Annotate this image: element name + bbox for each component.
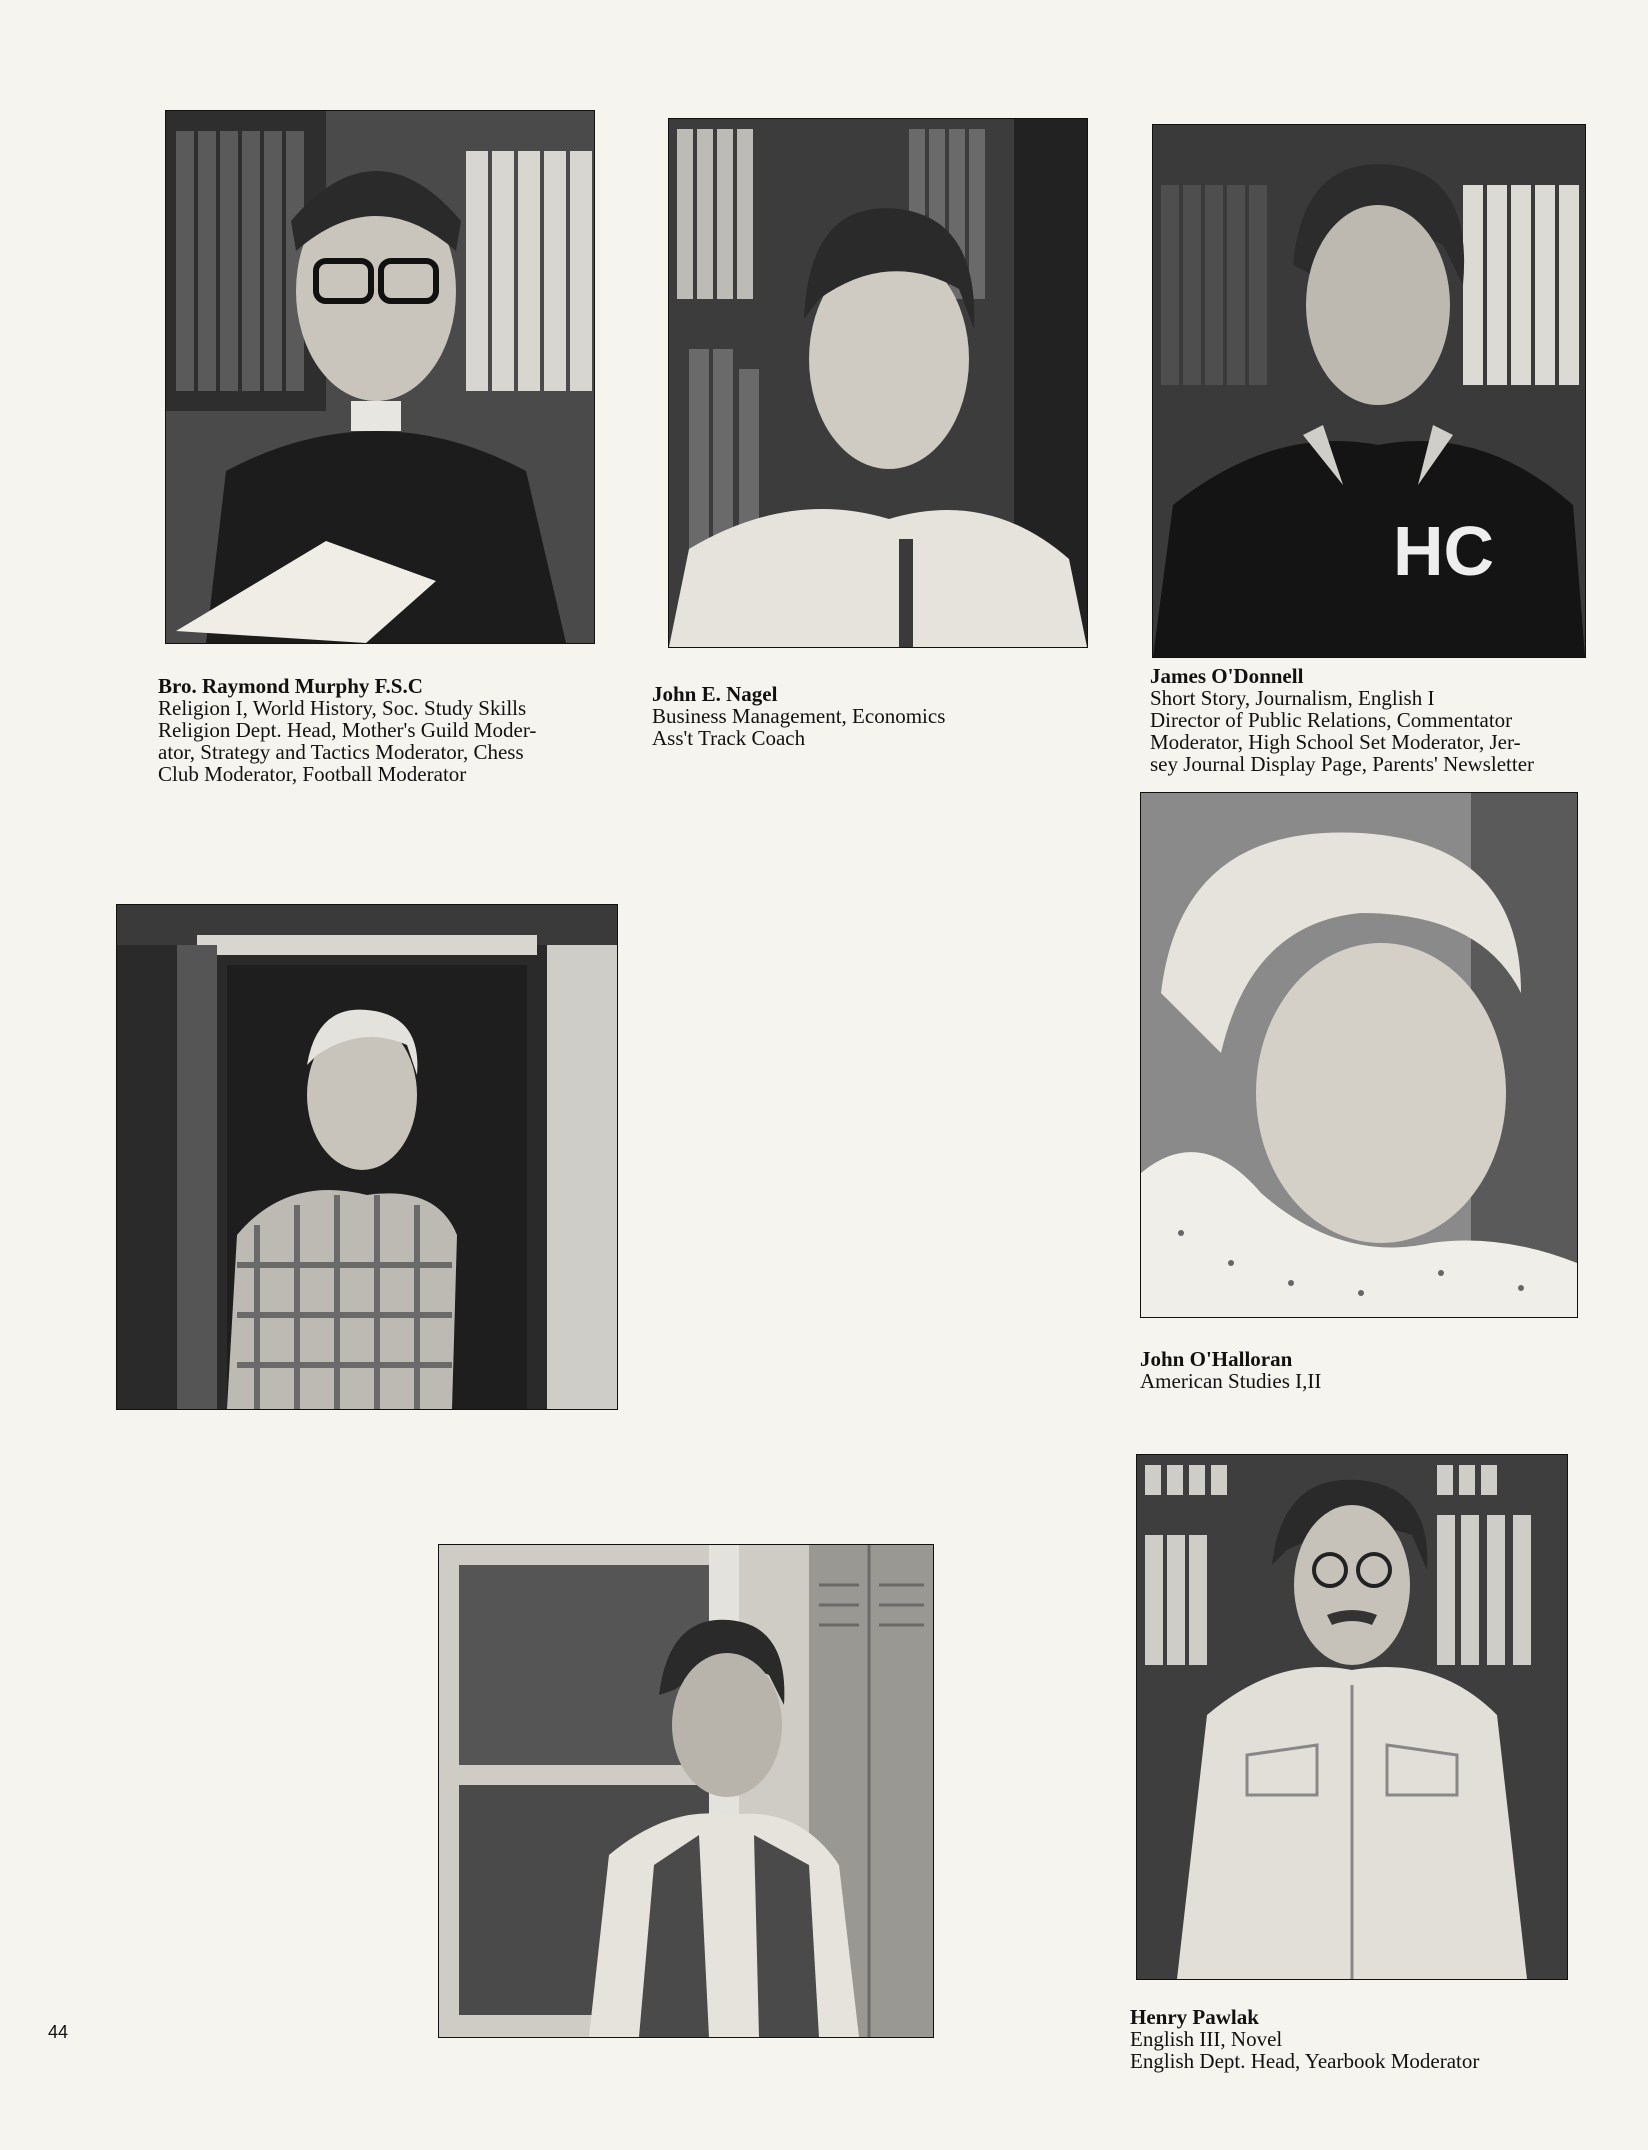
faculty-detail: ator, Strategy and Tactics Moderator, Chess — [158, 740, 524, 764]
photo-doorway-plaid-shirt — [116, 904, 618, 1410]
faculty-detail: Religion I, World History, Soc. Study Skills — [158, 696, 527, 720]
faculty-detail: Short Story, Journalism, English I — [1150, 686, 1435, 710]
faculty-detail: Moderator, High School Set Moderator, Jer- — [1150, 730, 1521, 754]
photo-raymond-murphy — [165, 110, 595, 644]
photo-henry-pawlak — [1136, 1454, 1568, 1980]
faculty-detail: English Dept. Head, Yearbook Moderator — [1130, 2049, 1480, 2073]
faculty-detail: Business Management, Economics — [652, 704, 946, 728]
photo-james-odonnell — [1152, 124, 1586, 658]
page-number: 44 — [48, 2022, 69, 2042]
photo-john-nagel — [668, 118, 1088, 648]
photo-lockers-vest — [438, 1544, 934, 2038]
faculty-name: Henry Pawlak — [1130, 2005, 1259, 2029]
faculty-name: John E. Nagel — [652, 682, 778, 706]
jacket-letters: HC — [1393, 512, 1495, 590]
faculty-detail: Ass't Track Coach — [652, 726, 806, 750]
faculty-detail: English III, Novel — [1130, 2027, 1283, 2051]
faculty-name: James O'Donnell — [1150, 664, 1304, 688]
faculty-detail: Club Moderator, Football Moderator — [158, 762, 467, 786]
caption-john-nagel — [652, 683, 1072, 749]
caption-john-ohalloran — [1140, 1348, 1580, 1392]
caption-raymond-murphy — [158, 675, 598, 785]
faculty-name: Bro. Raymond Murphy F.S.C — [158, 674, 423, 698]
faculty-detail: Director of Public Relations, Commentator — [1150, 708, 1513, 732]
faculty-detail: sey Journal Display Page, Parents' Newsletter — [1150, 752, 1535, 776]
caption-henry-pawlak — [1130, 2006, 1590, 2072]
photo-john-ohalloran — [1140, 792, 1578, 1318]
caption-james-odonnell — [1150, 665, 1590, 775]
faculty-detail: American Studies I,II — [1140, 1369, 1322, 1393]
faculty-detail: Religion Dept. Head, Mother's Guild Moder- — [158, 718, 537, 742]
faculty-name: John O'Halloran — [1140, 1347, 1293, 1371]
